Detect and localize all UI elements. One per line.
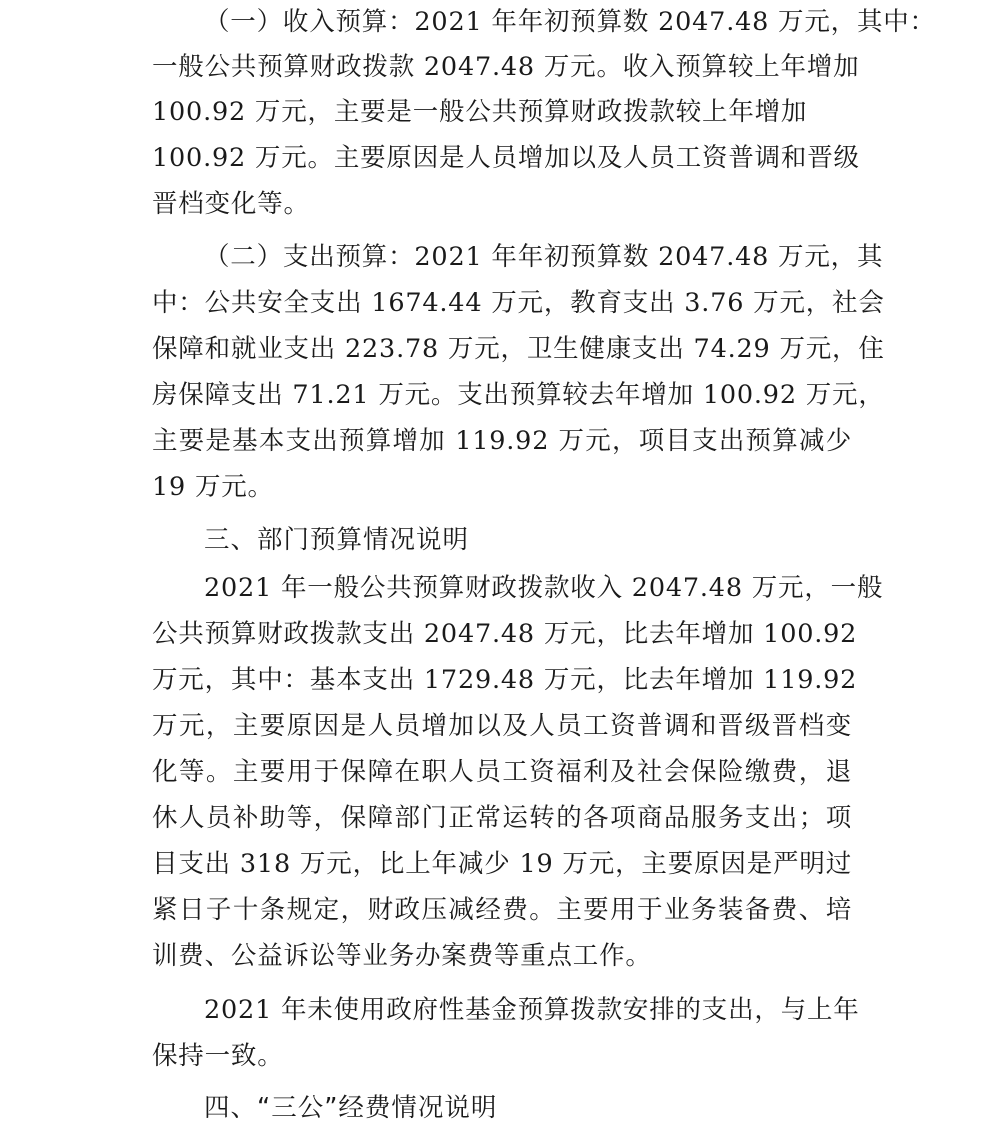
paragraph-line: 保障和就业支出 223.78 万元，卫生健康支出 74.29 万元，住 xyxy=(152,334,885,364)
paragraph-line: 目支出 318 万元，比上年减少 19 万元，主要原因是严明过 xyxy=(152,849,852,879)
paragraph-line: 训费、公益诉讼等业务办案费等重点工作。 xyxy=(152,941,652,971)
paragraph-line: 化等。主要用于保障在职人员工资福利及社会保险缴费，退 xyxy=(152,757,852,787)
paragraph-line: 100.92 万元，主要是一般公共预算财政拨款较上年增加 xyxy=(152,97,808,127)
paragraph-line: 紧日子十条规定，财政压减经费。主要用于业务装备费、培 xyxy=(152,895,852,925)
paragraph-line: 休人员补助等，保障部门正常运转的各项商品服务支出；项 xyxy=(152,803,852,833)
paragraph-line: 2021 年一般公共预算财政拨款收入 2047.48 万元，一般 xyxy=(204,573,884,603)
paragraph-line: 19 万元。 xyxy=(152,472,274,502)
section-heading-three: 三、部门预算情况说明 xyxy=(204,525,470,555)
paragraph-line: 万元，其中：基本支出 1729.48 万元，比去年增加 119.92 xyxy=(152,665,858,695)
paragraph-line: 晋档变化等。 xyxy=(152,189,310,219)
paragraph-line: 主要是基本支出预算增加 119.92 万元，项目支出预算减少 xyxy=(152,426,852,456)
paragraph-line: 一般公共预算财政拨款 2047.48 万元。收入预算较上年增加 xyxy=(152,52,860,82)
paragraph-line: 公共预算财政拨款支出 2047.48 万元，比去年增加 100.92 xyxy=(152,619,858,649)
paragraph-line: 2021 年未使用政府性基金预算拨款安排的支出，与上年 xyxy=(204,995,860,1025)
paragraph-line: （二）支出预算：2021 年年初预算数 2047.48 万元，其 xyxy=(204,242,884,272)
paragraph-line: 房保障支出 71.21 万元。支出预算较去年增加 100.92 万元， xyxy=(152,380,885,410)
paragraph-line: 万元，主要原因是人员增加以及人员工资普调和晋级晋档变 xyxy=(152,711,852,741)
paragraph-line: （一）收入预算：2021 年年初预算数 2047.48 万元，其中： xyxy=(204,7,936,37)
paragraph-line: 100.92 万元。主要原因是人员增加以及人员工资普调和晋级 xyxy=(152,143,860,173)
paragraph-line: 中：公共安全支出 1674.44 万元，教育支出 3.76 万元，社会 xyxy=(152,288,885,318)
section-heading-four: 四、“三公”经费情况说明 xyxy=(204,1093,498,1123)
paragraph-line: 保持一致。 xyxy=(152,1041,284,1071)
